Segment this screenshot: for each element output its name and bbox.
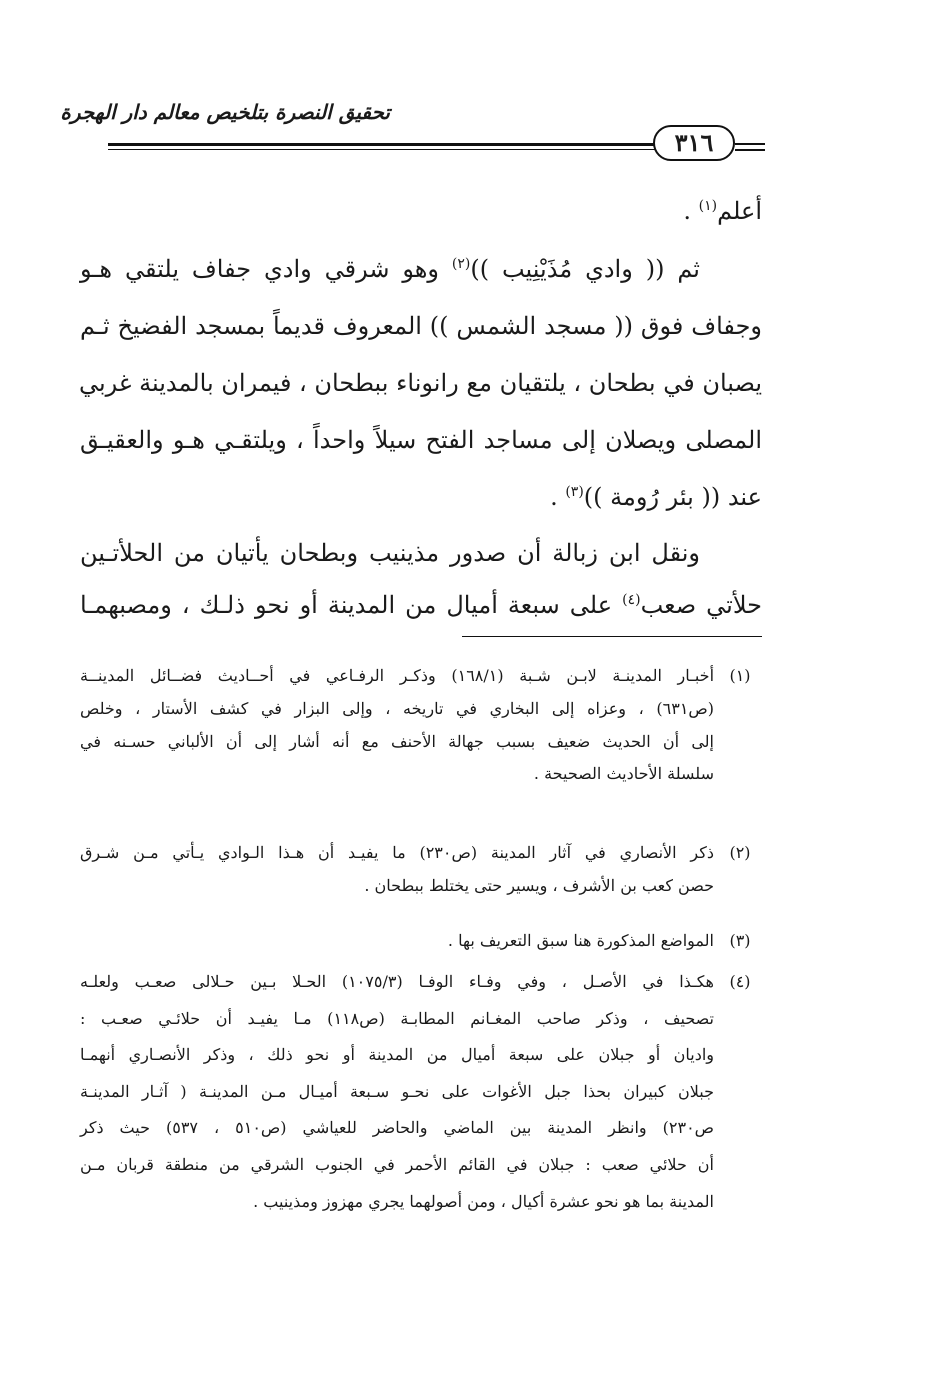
body-text-segment: .	[683, 197, 699, 225]
footnote-2	[80, 837, 762, 903]
footnote-line: المواضع المذكورة هنا سبق التعريف بها .	[447, 931, 714, 950]
body-line	[80, 474, 762, 520]
body-line	[80, 246, 762, 292]
footnote-line: سلسلة الأحاديث الصحيحة .	[533, 764, 714, 783]
footnote-line: حصن كعب بن الأشرف ، ويسير حتى يختلط ببطحان .	[364, 876, 714, 895]
body-line	[80, 188, 762, 234]
body-line: وجفاف فوق (( مسجد الشمس )) المعروف قديماً بمسجد الفضيخ ثـم	[80, 312, 762, 340]
body-text-segment: عند (( بئر رُومة ))	[583, 483, 762, 511]
footnote-ref: (٢)	[451, 256, 471, 272]
body-line: ونقل ابن زبالة أن صدور مذينيب وبطحان يأتيان من الحلأتـين	[80, 539, 700, 567]
footnote-number: (٤)	[729, 972, 751, 991]
body-text-segment: وهو شرقي وادي جفاف يلتقي هـو	[80, 255, 452, 283]
body-text-segment: أعلم	[717, 197, 762, 225]
footnote-line: المدينة بما هو نحو عشرة أكيال ، ومن أصولهما يجري مهزوز ومذينيب .	[253, 1192, 714, 1211]
body-text-segment: حلأتي صعب	[640, 591, 762, 619]
footnote-ref: (٣)	[565, 484, 584, 500]
footnote-number: (٢)	[729, 843, 751, 862]
footnote-line: جبلان كبيران بحذا جبل الأغوات على نحـو سـبعة أميـال مـن المدينـة ( آثـار المدينـة	[80, 1082, 714, 1101]
body-text-segment: .	[550, 483, 566, 511]
footnote-line: هكـذا في الأصـل ، وفي وفـاء الوفـا (١٠٧٥/٣) الحـلا بـين حـلالى صعـب ولعلـه	[80, 972, 714, 991]
footnote-line: ص٢٣٠) وانظر المدينة بين الماضي والحاضر للعياشي (ص٥١٠ ، ٥٣٧) حيث ذكر	[80, 1118, 714, 1137]
running-header-title: تحقيق النصرة بتلخيص معالم دار الهجرة	[60, 100, 390, 124]
footnote-4	[80, 966, 762, 1266]
body-text-segment: على سبعة أميال من المدينة أو نحو ذلـك ، ومصبهمـا	[80, 591, 623, 619]
footnote-number: (١)	[729, 666, 751, 685]
footnote-3	[80, 925, 762, 958]
footnote-line: (ص٦٣١) ، وعزاه إلى البخاري في تاريخه ، وإلى البزار في كشف الأستار ، وخلص	[80, 699, 714, 718]
page-number: ٣١٦	[674, 128, 714, 157]
body-text-segment: ثم (( وادي مُذَيْنِيب ))	[470, 255, 700, 283]
footnote-line: أن حلائي صعب : جبلان في القائم الأحمر في الجنوب الشرقي من منطقة قربان مـن	[80, 1155, 714, 1174]
header-rule-thin	[108, 149, 655, 150]
header-rule-thick	[108, 143, 655, 146]
header-rule-right-upper	[735, 143, 765, 145]
page-number-frame	[653, 125, 735, 161]
body-line: يصبان في بطحان ، يلتقيان مع رانوناء ببطحان ، فيمران بالمدينة غربي	[79, 369, 762, 397]
footnote-line: ذكر الأنصاري في آثار المدينة (ص٢٣٠) ما يفيـد أن هـذا الـوادي يـأتي مـن شـرق	[80, 843, 714, 862]
footnote-line: أخبـار المدينـة لابـن شـبة (١٦٨/١) وذكـر الرفـاعي في أحــاديث فضــائل المدينــة	[80, 666, 715, 685]
header-rule-right-lower	[735, 149, 765, 151]
footnote-line: تصحيف ، وذكر صاحب المغـانم المطابـة (ص١١٨) مـا يفيـد أن حلائـي صعـب :	[80, 1009, 714, 1028]
footnote-line: إلى أن الحديث ضعيف بسبب جهالة الأحنف مع أنه أشار إلى أن الألباني حسـنه في	[80, 732, 714, 751]
footnote-1	[80, 660, 762, 790]
footnote-separator	[462, 636, 762, 637]
footnote-ref: (٤)	[622, 592, 641, 608]
body-line: المصلى ويصلان إلى مساجد الفتح سيلاً واحداً ، ويلتقـي هـو والعقيـق	[80, 426, 763, 454]
footnote-line: واديان أو جبلان على سبعة أميال من المدينة أو نحو ذلك ، وذكر الأنصـاري أنهمـا	[80, 1045, 714, 1064]
footnote-ref: (١)	[698, 198, 718, 214]
main-text	[80, 188, 762, 628]
footnote-number: (٣)	[729, 931, 751, 950]
body-line	[80, 582, 762, 628]
